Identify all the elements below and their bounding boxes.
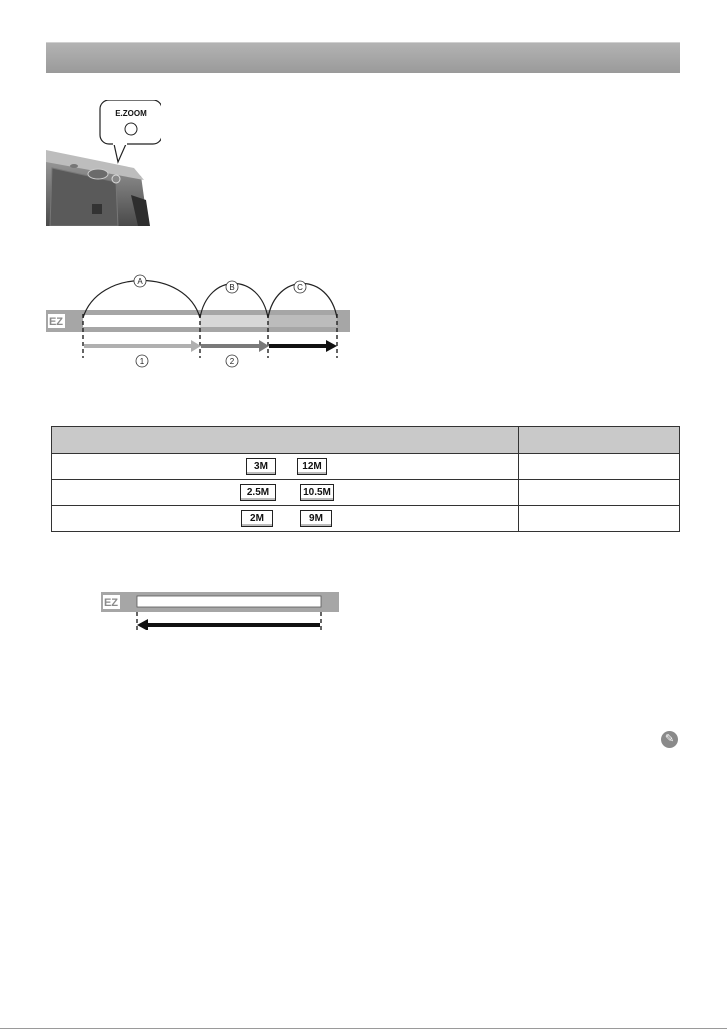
step-label-1: 1 [139,357,145,366]
zoom-return-diagram [101,590,341,630]
table-cell [519,454,680,480]
table-row [52,454,680,480]
zoom-segment-c [268,315,337,327]
table-cell [519,506,680,532]
picture-size-icon: 2.5M [240,484,276,501]
ez-label: EZ [48,316,64,328]
camera-button-label: E.ZOOM [115,109,147,118]
table-header-cell [519,427,680,454]
table-cell [519,480,680,506]
table-header-row [52,427,680,454]
page-bottom-rule [0,1028,727,1029]
zoom-return-segment [137,596,321,607]
picture-size-icon: 2M [241,510,273,527]
camera-photo [46,100,161,226]
pencil-icon: ✎ [661,731,678,748]
ez-label: EZ [103,597,119,609]
zoom-range-diagram [46,270,356,370]
range-label-b: B [229,283,235,292]
table-header-cell [52,427,519,454]
zoom-segment-a [83,315,200,327]
picture-size-icon: 12M [297,458,327,475]
picture-size-icon: 3M [246,458,276,475]
picture-size-icon: 10.5M [300,484,334,501]
section-header-bar [46,42,680,73]
range-label-a: A [137,277,143,286]
picture-size-icon: 9M [300,510,332,527]
step-label-2: 2 [229,357,235,366]
table-row [52,506,680,532]
mode-table [51,426,680,532]
table-row [52,480,680,506]
range-label-c: C [297,283,303,292]
zoom-segment-b [200,315,268,327]
